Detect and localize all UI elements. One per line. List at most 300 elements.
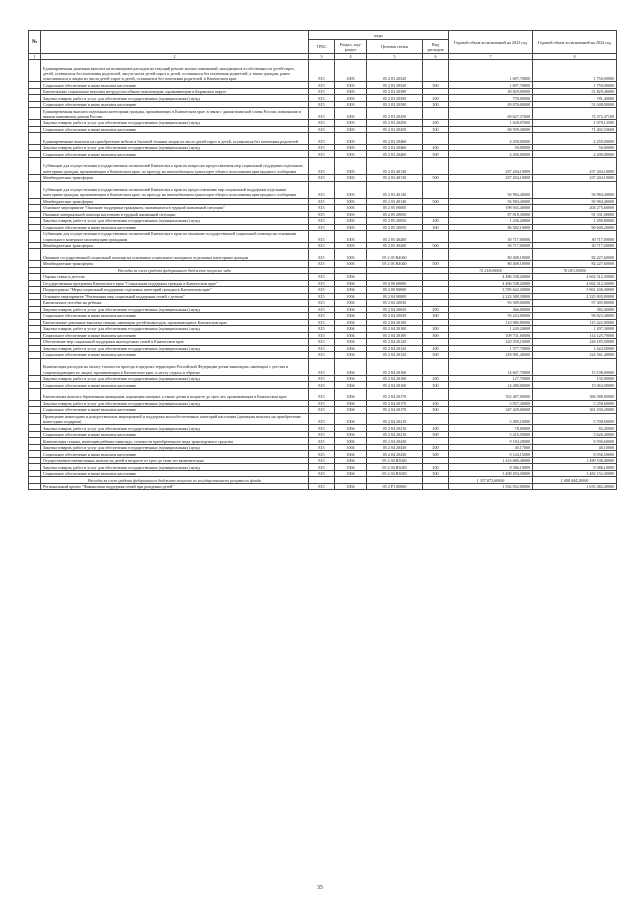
row-section: 1003 — [335, 108, 367, 120]
row-kind — [423, 108, 449, 120]
header-codes: коды — [309, 31, 449, 40]
row-volume-2023: 49 070,00000 — [449, 101, 533, 108]
row-name: Закупка товаров, работ и услуг для обеспечения государственных (муниципальных) нужд — [41, 400, 309, 407]
row-volume-2024: 1 624,50000 — [533, 345, 617, 352]
table-row — [29, 438, 617, 445]
row-volume-2024: 1 408 044,20000 — [533, 477, 617, 484]
row-kind: 300 — [423, 224, 449, 231]
row-target: 05 2 04 20210 — [367, 413, 423, 425]
row-volume-2024: 1 482 152,30000 — [533, 470, 617, 477]
row-name: Основное мероприятие "Реализация мер социальной поддержки семей с детьми" — [41, 293, 309, 300]
table-row — [29, 345, 617, 352]
row-name: Расходы за счет средств федерального бюджета получено из государственного резервного фонда — [41, 477, 309, 484]
row-name: Закупка товаров, работ и услуг для обеспечения государственных (муниципальных) нужд — [41, 444, 309, 451]
row-target: 05 2 04 20030 — [367, 306, 423, 313]
table-row — [29, 319, 617, 326]
row-volume-2024: 1 290,80000 — [533, 218, 617, 225]
row-kind: 300 — [423, 82, 449, 89]
row-section: 1004 — [335, 400, 367, 407]
row-grbs: 815 — [309, 431, 335, 438]
row-kind: 200 — [423, 95, 449, 102]
row-name: Социальное обеспечение и иные выплаты населению — [41, 470, 309, 477]
row-volume-2023: 80 408,10000 — [449, 261, 533, 268]
row-target: 05 2 03 20460 — [367, 144, 423, 151]
row-volume-2023: 72 218,00000 — [449, 267, 533, 274]
row-volume-2024: 226 185,90000 — [533, 339, 617, 346]
row-volume-2023: 109 731,60000 — [449, 332, 533, 339]
row-volume-2023: 347 429,60000 — [449, 407, 533, 414]
row-target: 05 2 04 20430 — [367, 444, 423, 451]
row-target: 05 2 05 20050 — [367, 224, 423, 231]
row-target: 05 2 05 40260 — [367, 231, 423, 243]
row-section: 1003 — [335, 261, 367, 268]
row-grbs: 815 — [309, 326, 335, 333]
row-name: Социальное обеспечение и иные выплаты населению — [41, 431, 309, 438]
row-target: 05 2 04 R3020 — [367, 470, 423, 477]
row-kind — [423, 483, 449, 490]
row-name: Межбюджетные трансферты — [41, 242, 309, 249]
row-kind: 300 — [423, 313, 449, 320]
row-grbs: 815 — [309, 261, 335, 268]
column-number: 3 — [309, 54, 335, 60]
row-grbs: 815 — [309, 464, 335, 471]
row-number-cell — [29, 133, 41, 145]
row-volume-2023: 1 408 294,30000 — [449, 470, 533, 477]
row-grbs: 815 — [309, 280, 335, 287]
table-row — [29, 95, 617, 102]
row-target: 05 2 04 20120 — [367, 352, 423, 359]
row-volume-2024: 5 258,60000 — [533, 400, 617, 407]
row-section: 1004 — [335, 293, 367, 300]
page-number: 35 — [317, 885, 323, 891]
table-row — [29, 352, 617, 359]
row-name: Государственная программа Камчатского края "Социальная поддержка граждан в Камчатском крае" — [41, 280, 309, 287]
row-section: 1004 — [335, 431, 367, 438]
row-kind: 200 — [423, 464, 449, 471]
row-kind: 200 — [423, 306, 449, 313]
row-target: 05 2 00 00000 — [367, 287, 423, 294]
row-name: Социальное обеспечение и иные выплаты населению — [41, 407, 309, 414]
row-grbs: 815 — [309, 181, 335, 198]
row-target: 05 2 04 20210 — [367, 431, 423, 438]
row-kind — [423, 157, 449, 174]
row-section: 1003 — [335, 231, 367, 243]
row-target: 05 2 04 20100 — [367, 326, 423, 333]
row-volume-2023: 56 984,40000 — [449, 198, 533, 205]
row-grbs: 815 — [309, 352, 335, 359]
row-volume-2023: 1 357 873,60000 — [449, 477, 533, 484]
row-grbs: 815 — [309, 88, 335, 95]
table-row — [29, 211, 617, 218]
row-target: 05 2 04 20430 — [367, 438, 423, 445]
row-section: 1003 — [335, 218, 367, 225]
row-kind — [423, 388, 449, 400]
row-target: 05 2 03 40130 — [367, 157, 423, 174]
table-row — [29, 181, 617, 198]
row-volume-2023: 759,00000 — [449, 95, 533, 102]
row-kind: 300 — [423, 470, 449, 477]
row-grbs: 815 — [309, 413, 335, 425]
row-grbs: 815 — [309, 293, 335, 300]
row-volume-2023: 237 204,10000 — [449, 157, 533, 174]
row-volume-2023: 1 249,20000 — [449, 326, 533, 333]
row-target: 05 2 04 20170 — [367, 407, 423, 414]
row-kind: 300 — [423, 407, 449, 414]
column-number: 6 — [423, 54, 449, 60]
row-volume-2023: 352 487,00000 — [449, 388, 533, 400]
row-volume-2024: 3 961 436,30000 — [533, 287, 617, 294]
row-target: 05 0 00 00000 — [367, 280, 423, 287]
table-row — [29, 388, 617, 400]
row-kind — [423, 133, 449, 145]
row-number-cell — [29, 157, 41, 174]
row-name: Ежемесячные денежные выплаты семьям, имеющим детей-инвалидов, проживающим в Камчатском крае — [41, 319, 309, 326]
row-name: Оказание материальной помощи населению в трудной жизненной ситуации — [41, 211, 309, 218]
row-name: Социальное обеспечение и иные выплаты населению — [41, 224, 309, 231]
row-section: 1004 — [335, 464, 367, 471]
row-kind: 300 — [423, 451, 449, 458]
table-row — [29, 157, 617, 174]
row-volume-2023: 127,70000 — [449, 375, 533, 382]
table-row — [29, 457, 617, 464]
row-volume-2024: 40,10000 — [533, 444, 617, 451]
table-row — [29, 280, 617, 287]
row-target: 05 2 03 20320 — [367, 60, 423, 82]
column-number: 5 — [367, 54, 423, 60]
row-kind: 200 — [423, 218, 449, 225]
row-section: 1003 — [335, 175, 367, 182]
row-section: 1004 — [335, 326, 367, 333]
row-section: 1003 — [335, 101, 367, 108]
row-section: 1003 — [335, 60, 367, 82]
table-row — [29, 231, 617, 243]
row-volume-2024: 5 708,60000 — [533, 413, 617, 425]
table-row — [29, 413, 617, 425]
row-volume-2023: 1 416 680,40000 — [449, 457, 533, 464]
row-volume-2023: 1 697,70000 — [449, 82, 533, 89]
row-section: 1004 — [335, 345, 367, 352]
row-volume-2023: 4 486 538,20000 — [449, 274, 533, 281]
table-row — [29, 287, 617, 294]
row-section: 1004 — [335, 319, 367, 326]
row-number-cell — [29, 231, 41, 243]
header-expense-type: Вид расходов — [423, 40, 449, 54]
row-target: 05 2 04 R3020 — [367, 457, 423, 464]
row-volume-2024: 56 984,40000 — [533, 198, 617, 205]
row-grbs: 815 — [309, 332, 335, 339]
row-volume-2024: 96 923,40000 — [533, 313, 617, 320]
row-volume-2024: 56 984,40000 — [533, 181, 617, 198]
row-name: Социальное обеспечение и иные выплаты населению — [41, 101, 309, 108]
row-section: 1004 — [335, 375, 367, 382]
row-volume-2023: 93 589,00000 — [449, 300, 533, 307]
row-name: Субвенции для осуществления государственных полномочий Камчатского края по предоставлению мер социальной поддержки отдельным категориям граждан, проживающим в Камчатском крае, по проезду на автомобильном транспорте общего пользования пригородного сообщения — [41, 181, 309, 198]
row-target: 05 2 04 20160 — [367, 382, 423, 389]
table-row — [29, 313, 617, 320]
row-volume-2024: 72 472,47100 — [533, 108, 617, 120]
row-section: 1004 — [335, 287, 367, 294]
row-section: 1004 — [335, 313, 367, 320]
table-row — [29, 218, 617, 225]
row-name: Межбюджетные трансферты — [41, 175, 309, 182]
row-volume-2023: 4 250,00000 — [449, 133, 533, 145]
row-volume-2023: 30 717,00000 — [449, 242, 533, 249]
row-name: Закупка товаров, работ и услуг для обеспечения государственных (муниципальных) нужд — [41, 144, 309, 151]
row-volume-2024: 91 331,00000 — [533, 211, 617, 218]
row-kind: 200 — [423, 144, 449, 151]
row-target: 05 2 04 20030 — [367, 300, 423, 307]
row-kind: 200 — [423, 120, 449, 127]
row-section: 1004 — [335, 388, 367, 400]
row-volume-2024: 4 662 312,30000 — [533, 280, 617, 287]
row-grbs: 815 — [309, 231, 335, 243]
table-row — [29, 451, 617, 458]
row-kind: 300 — [423, 332, 449, 339]
row-volume-2024: 76 053,50000 — [533, 267, 617, 274]
row-name: Ежемесячная выплата беременным женщинам, кормящим матерям, а также детям в возрасте до трех лет, проживающим в Камчатском крае — [41, 388, 309, 400]
row-target: 05 2 03 20390 — [367, 88, 423, 95]
row-kind: 300 — [423, 431, 449, 438]
row-name: Компенсация семьям, имеющим ребенка-инвалида, стоимости приобретенного вида транспортного средства — [41, 438, 309, 445]
row-target: 05 2 03 20460 — [367, 133, 423, 145]
row-target: 05 2 04 20170 — [367, 388, 423, 400]
row-name: Осуществление ежемесячных выплат на детей в возрасте от трех до семи лет включительно — [41, 457, 309, 464]
row-volume-2024: 4 662 312,30000 — [533, 274, 617, 281]
row-grbs: 815 — [309, 274, 335, 281]
row-volume-2024: 1 297,30000 — [533, 326, 617, 333]
row-volume-2024: 97 305,80000 — [533, 300, 617, 307]
row-volume-2023: 40,17000 — [449, 444, 533, 451]
row-grbs: 815 — [309, 306, 335, 313]
row-kind: 500 — [423, 198, 449, 205]
row-section: 1004 — [335, 444, 367, 451]
budget-table — [28, 30, 617, 490]
row-volume-2023: 198 945,40000 — [449, 205, 533, 212]
row-name: Закупка товаров, работ и услуг для обеспечения государственных (муниципальных) нужд — [41, 345, 309, 352]
row-kind: 300 — [423, 126, 449, 133]
row-volume-2024: 90 040,20000 — [533, 224, 617, 231]
row-volume-2023: 30 717,00000 — [449, 231, 533, 243]
row-kind — [423, 358, 449, 375]
row-section: 1004 — [335, 382, 367, 389]
row-grbs: 815 — [309, 120, 335, 127]
row-grbs: 815 — [309, 388, 335, 400]
table-row — [29, 60, 617, 82]
row-section: 1003 — [335, 211, 367, 218]
row-volume-2024: 50,00000 — [533, 144, 617, 151]
row-name: Закупка товаров, работ и услуг для обеспечения государственных (муниципальных) нужд — [41, 375, 309, 382]
row-name: Межбюджетные трансферты — [41, 198, 309, 205]
row-volume-2024: 4 250,00000 — [533, 133, 617, 145]
row-kind: 500 — [423, 261, 449, 268]
row-section: 1004 — [335, 483, 367, 490]
row-volume-2023: 93 223,00000 — [449, 313, 533, 320]
row-volume-2023: 78,60000 — [449, 425, 533, 432]
row-grbs: 815 — [309, 175, 335, 182]
row-number-cell — [29, 483, 41, 490]
header-volume-2023: Годовой объем ассигнований на 2023 год — [449, 31, 533, 54]
row-number-cell — [29, 358, 41, 375]
row-kind: 300 — [423, 151, 449, 158]
row-section: 1004 — [335, 358, 367, 375]
row-number-cell — [29, 108, 41, 120]
row-target: 05 2 04 R3020 — [367, 464, 423, 471]
row-grbs: 815 — [309, 457, 335, 464]
row-number-cell — [29, 413, 41, 425]
row-name: Социальное обеспечение и иные выплаты населению — [41, 313, 309, 320]
row-grbs: 815 — [309, 339, 335, 346]
row-kind — [423, 231, 449, 243]
row-volume-2023: 8 386,10000 — [449, 464, 533, 471]
row-volume-2024: 781,40000 — [533, 95, 617, 102]
row-section: 1004 — [335, 413, 367, 425]
table-row — [29, 88, 617, 95]
table-row — [29, 120, 617, 127]
row-grbs: 815 — [309, 242, 335, 249]
row-section: 1003 — [335, 95, 367, 102]
row-grbs: 815 — [309, 211, 335, 218]
row-name: Подпрограмма "Меры социальной поддержки отдельных категорий граждан в Камчатском крае" — [41, 287, 309, 294]
row-volume-2024: 8 556,50000 — [533, 451, 617, 458]
row-target: 05 2 04 20170 — [367, 400, 423, 407]
row-name: Основное мероприятие "Оказание поддержки гражданам, оказавшимся в трудной жизненной ситуации" — [41, 205, 309, 212]
row-volume-2023: 9 144,15000 — [449, 451, 533, 458]
row-kind: 200 — [423, 375, 449, 382]
budget-sheet — [28, 30, 616, 490]
row-section: 1004 — [335, 425, 367, 432]
row-section: 1004 — [335, 438, 367, 445]
row-grbs: 815 — [309, 345, 335, 352]
row-volume-2024: 1 490 538,40000 — [533, 457, 617, 464]
row-grbs: 815 — [309, 483, 335, 490]
row-volume-2023: 50,00000 — [449, 144, 533, 151]
row-section: 1003 — [335, 120, 367, 127]
row-volume-2024: 204 275,60000 — [533, 205, 617, 212]
row-volume-2023: 218 981,40000 — [449, 352, 533, 359]
row-name: Закупка товаров, работ и услуг для обеспечения государственных (муниципальных) нужд — [41, 326, 309, 333]
table-body — [29, 60, 617, 490]
row-name: Единовременная денежная выплата на возмещение расходов на текущий ремонт жилых помещений, находящихся в собственности детей-сирот, детей, оставшихся без попечения родителей, лиц из числа детей-сирот и детей, оставшихся без попечения родителей, а также граждан, ранее относившихся к лицам из числа детей-сирот и детей, оставшихся без попечения родителей, в Камчатском крае — [41, 60, 309, 82]
row-target: 05 2 04 00000 — [367, 293, 423, 300]
row-grbs: 815 — [309, 287, 335, 294]
row-target: 05 2 05 R4040 — [367, 249, 423, 261]
row-volume-2023: 1 697,70000 — [449, 60, 533, 82]
row-target: 05 2 03 20390 — [367, 95, 423, 102]
row-volume-2023: 4 486 538,20000 — [449, 280, 533, 287]
row-volume-2023: 14 607,70000 — [449, 358, 533, 375]
row-volume-2023: 86 582,10000 — [449, 224, 533, 231]
row-kind: 300 — [423, 101, 449, 108]
row-section: 1003 — [335, 205, 367, 212]
row-target: 05 2 04 20210 — [367, 425, 423, 432]
row-grbs: 815 — [309, 198, 335, 205]
column-number: 4 — [335, 54, 367, 60]
row-name: Закупка товаров, работ и услуг для обеспечения государственных (муниципальных) нужд — [41, 425, 309, 432]
row-name: Единовременные выплаты на приобретение мебели и бытовой техники лицам из числа детей-сирот и детей, оставшихся без попечения родителей — [41, 133, 309, 145]
row-target: 05 2 05 40260 — [367, 242, 423, 249]
row-volume-2024: 1 750,00000 — [533, 82, 617, 89]
row-name: Закупка товаров, работ и услуг для обеспечения государственных (муниципальных) нужд — [41, 218, 309, 225]
table-row — [29, 205, 617, 212]
table-row — [29, 144, 617, 151]
row-kind — [423, 249, 449, 261]
row-target: 05 2 04 20120 — [367, 339, 423, 346]
row-section: 1004 — [335, 457, 367, 464]
row-section: 1003 — [335, 151, 367, 158]
row-grbs: 815 — [309, 144, 335, 151]
row-target: 05 2 03 20450 — [367, 108, 423, 120]
row-volume-2024: 382,40000 — [533, 306, 617, 313]
row-name: Межбюджетные трансферты — [41, 261, 309, 268]
table-row — [29, 400, 617, 407]
row-name: Социальное обеспечение и иные выплаты населению — [41, 126, 309, 133]
row-section: 1004 — [335, 280, 367, 287]
row-section: 1004 — [335, 339, 367, 346]
table-row — [29, 126, 617, 133]
row-volume-2024: 15 063,00000 — [533, 382, 617, 389]
row-grbs: 815 — [309, 444, 335, 451]
row-section: 1003 — [335, 224, 367, 231]
row-name: Социальное обеспечение и иные выплаты населению — [41, 352, 309, 359]
table-row — [29, 306, 617, 313]
row-kind: 300 — [423, 382, 449, 389]
row-section: 1003 — [335, 157, 367, 174]
row-name: Ежемесячные социальные выплаты нетрудоспособным пенсионерам, проживающим в Корякском округе — [41, 88, 309, 95]
row-section: 1003 — [335, 181, 367, 198]
row-name: Субвенции для осуществления государственных полномочий Камчатского края по оказанию государственной социальной помощи на основании социального контракта малоимущим гражданам — [41, 231, 309, 243]
row-name: Единовременная выплата отдельным категориям граждан, проживающих в Камчатском крае, в связи с днями воинской славы России, памятными и иными значимыми датами России — [41, 108, 309, 120]
row-volume-2024: 115 422,00000 — [533, 319, 617, 326]
table-row — [29, 470, 617, 477]
table-row — [29, 375, 617, 382]
row-section: 1003 — [335, 88, 367, 95]
row-target: 05 2 03 40140 — [367, 198, 423, 205]
row-kind: 200 — [423, 425, 449, 432]
row-grbs: 815 — [309, 400, 335, 407]
header-row-top — [29, 31, 617, 40]
row-grbs: 815 — [309, 300, 335, 307]
column-number: 8 — [533, 54, 617, 60]
row-name: Расходы за счет средств федерального бюджета получено либо — [41, 267, 309, 274]
row-volume-2023: 2 223 388,30000 — [449, 293, 533, 300]
row-section: 1004 — [335, 300, 367, 307]
row-volume-2023: 4 200,00000 — [449, 151, 533, 158]
row-volume-2024: 237 204,10000 — [533, 157, 617, 174]
row-grbs: 815 — [309, 218, 335, 225]
table-row — [29, 444, 617, 451]
row-target: 05 2 03 20450 — [367, 120, 423, 127]
column-number: 2 — [41, 54, 309, 60]
row-target: 05 2 03 40140 — [367, 181, 423, 198]
row-section: 1003 — [335, 198, 367, 205]
row-kind: 300 — [423, 352, 449, 359]
row-name: Оказание государственной социальной помощи на основании социального контракта отдельным категориям граждан — [41, 249, 309, 261]
row-volume-2023: 69 627,37600 — [449, 108, 533, 120]
row-target: 05 2 04 20030 — [367, 313, 423, 320]
row-target: 05 2 03 20320 — [367, 82, 423, 89]
header-grbs: ГРБС — [309, 40, 335, 54]
table-row — [29, 101, 617, 108]
row-name: Социальное обеспечение и иные выплаты населению — [41, 451, 309, 458]
row-name: Закупка товаров, работ и услуг для обеспечения государственных (муниципальных) нужд — [41, 306, 309, 313]
row-volume-2023: 1 236,20000 — [449, 218, 533, 225]
row-grbs: 815 — [309, 101, 335, 108]
row-grbs: 815 — [309, 205, 335, 212]
row-grbs: 815 — [309, 151, 335, 158]
header-section: Раздел, под-раздел — [335, 40, 367, 54]
row-grbs: 815 — [309, 451, 335, 458]
row-name: Субвенции для осуществления государственных полномочий Камчатского края по вопросам предоставления мер социальной поддержки отдельным категориям граждан, проживающим в Камчатском крае, по проезду на автомобильном транспорте общего пользования пригородного сообщения — [41, 157, 309, 174]
